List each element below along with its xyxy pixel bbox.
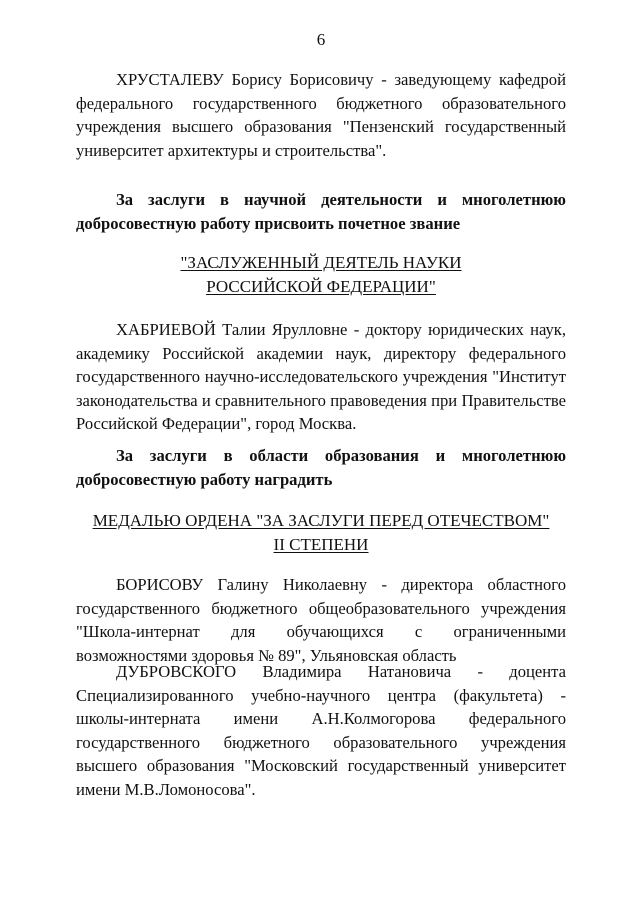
paragraph-dubrovsky: ДУБРОВСКОГО Владимира Натановича - доцента Специализированного учебно-научного центра (факультета) - школы-интерната имени А.Н.Колмогорова федерального государственного бюджетного образовательного учреждения высшего образования "Московский государственный университет имени М.В.Ломоносова". <box>76 662 566 799</box>
title-honored-scientist-line1: "ЗАСЛУЖЕННЫЙ ДЕЯТЕЛЬ НАУКИ <box>180 253 462 272</box>
paragraph-borisova: БОРИСОВУ Галину Николаевну - директора областного государственного бюджетного общеобразовательного учреждения "Школа-интернат для обучающихся с ограниченными возможностями здоровья № 89", Ульяновская область <box>76 575 566 665</box>
title-medal <box>76 509 566 557</box>
paragraph-khabrieva: ХАБРИЕВОЙ Талии Ярулловне - доктору юридических наук, академику Российской академии наук, директору федерального государственного научно-исследовательского учреждения "Институт законодательства и сравнительного правоведения при Правительстве Российской Федерации", город Москва. <box>76 320 566 433</box>
title-honored-scientist <box>76 251 566 299</box>
title-honored-scientist-line2: РОССИЙСКОЙ ФЕДЕРАЦИИ" <box>206 277 436 296</box>
decree-education: За заслуги в области образования и многолетнюю добросовестную работу наградить <box>76 446 566 489</box>
title-medal-line2: II СТЕПЕНИ <box>273 535 369 554</box>
paragraph-khrustalev: ХРУСТАЛЕВУ Борису Борисовичу - заведующему кафедрой федерального государственного бюджетного образовательного учреждения высшего образования "Пензенский государственный университет архитектуры и строительства". <box>76 70 566 160</box>
decree-science: За заслуги в научной деятельности и многолетнюю добросовестную работу присвоить почетное звание <box>76 190 566 233</box>
document-page <box>76 0 566 905</box>
title-medal-line1: МЕДАЛЬЮ ОРДЕНА "ЗА ЗАСЛУГИ ПЕРЕД ОТЕЧЕСТВОМ" <box>92 511 550 530</box>
page-number: 6 <box>316 30 326 49</box>
